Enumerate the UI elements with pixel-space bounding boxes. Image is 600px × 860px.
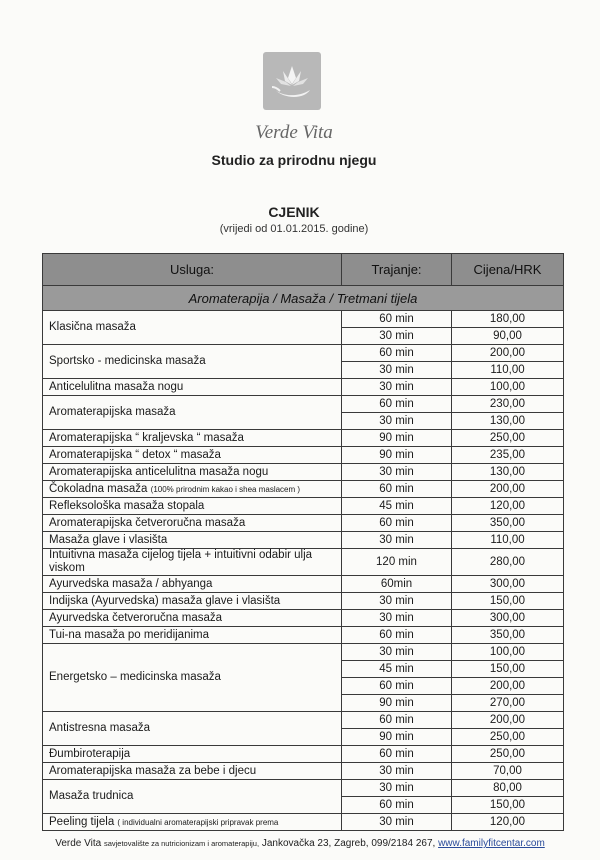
duration-cell: 90 min: [342, 695, 452, 712]
service-label: Masaža glave i vlasišta: [49, 533, 168, 546]
service-name: [43, 593, 342, 610]
table-row: [43, 549, 564, 576]
service-label: Refleksološka masaža stopala: [49, 499, 205, 512]
duration-cell: 60 min: [342, 746, 452, 763]
duration-cell: 30 min: [342, 593, 452, 610]
price-table: [42, 253, 564, 831]
table-row: [43, 515, 564, 532]
service-name: [43, 763, 342, 780]
table-row: [43, 481, 564, 498]
price-cell: 120,00: [452, 814, 564, 831]
service-name: [43, 515, 342, 532]
price-cell: 350,00: [452, 627, 564, 644]
footer-description: savjetovalište za nutricionizam i aromaterapiju,: [103, 839, 260, 848]
duration-cell: 60 min: [342, 678, 452, 695]
price-cell: 250,00: [452, 746, 564, 763]
service-label: Klasična masaža: [49, 321, 136, 333]
price-cell: 280,00: [452, 549, 564, 576]
duration-cell: 45 min: [342, 498, 452, 515]
service-note: ( individualni aromaterapijski pripravak prema: [117, 817, 279, 827]
duration-cell: 30 min: [342, 328, 452, 345]
duration-cell: 30 min: [342, 362, 452, 379]
service-label: Ayurvedska četveroručna masaža: [49, 611, 223, 624]
header-service: Usluga:: [43, 254, 342, 286]
price-cell: 80,00: [452, 780, 564, 797]
price-cell: 230,00: [452, 396, 564, 413]
duration-cell: 60 min: [342, 345, 452, 362]
service-name: [43, 481, 342, 498]
price-cell: 200,00: [452, 678, 564, 695]
service-label: Masaža trudnica: [49, 790, 134, 802]
table-row: [43, 345, 564, 362]
table-row: [43, 610, 564, 627]
logo: [263, 52, 321, 110]
table-row: [43, 712, 564, 729]
table-row: [43, 763, 564, 780]
table-row: [43, 532, 564, 549]
footer-website-link[interactable]: www.familyfitcentar.com: [438, 838, 545, 849]
service-label: Indijska (Ayurvedska) masaža glave i vlasišta: [49, 594, 281, 607]
duration-cell: 30 min: [342, 644, 452, 661]
section-title: Aromaterapija / Masaža / Tretmani tijela: [43, 286, 564, 311]
table-row: [43, 593, 564, 610]
price-cell: 235,00: [452, 447, 564, 464]
footer: [0, 838, 600, 849]
price-cell: 250,00: [452, 729, 564, 746]
service-name: [43, 464, 342, 481]
table-row: [43, 379, 564, 396]
table-row: [43, 746, 564, 763]
price-cell: 150,00: [452, 661, 564, 678]
service-name: [43, 644, 342, 712]
price-cell: 350,00: [452, 515, 564, 532]
table-row: [43, 430, 564, 447]
duration-cell: 30 min: [342, 763, 452, 780]
section-row: [43, 286, 564, 311]
price-cell: 270,00: [452, 695, 564, 712]
price-cell: 100,00: [452, 644, 564, 661]
lotus-hand-icon: [263, 52, 321, 110]
service-name: [43, 627, 342, 644]
price-cell: 70,00: [452, 763, 564, 780]
price-cell: 150,00: [452, 797, 564, 814]
duration-cell: 30 min: [342, 610, 452, 627]
duration-cell: 90 min: [342, 447, 452, 464]
service-name: [43, 610, 342, 627]
service-name: [43, 396, 342, 430]
header-duration: Trajanje:: [342, 254, 452, 286]
service-name: [43, 746, 342, 763]
table-row: [43, 498, 564, 515]
duration-cell: 90 min: [342, 729, 452, 746]
table-row: [43, 464, 564, 481]
footer-brand: Verde Vita: [55, 838, 102, 849]
service-label: Čokoladna masaža: [49, 482, 148, 495]
table-row: [43, 396, 564, 413]
duration-cell: 90 min: [342, 430, 452, 447]
table-row: [43, 627, 564, 644]
service-name: [43, 498, 342, 515]
duration-cell: 120 min: [342, 549, 452, 576]
price-cell: 120,00: [452, 498, 564, 515]
service-name: [43, 430, 342, 447]
page-title: CJENIK: [268, 204, 320, 220]
table-row: [43, 311, 564, 328]
service-name: [43, 379, 342, 396]
service-label: Tui-na masaža po meridijanima: [49, 628, 210, 641]
service-label: Antistresna masaža: [49, 722, 150, 734]
service-label: Aromaterapijska masaža: [49, 406, 176, 418]
duration-cell: 60 min: [342, 481, 452, 498]
table-header-row: [43, 254, 564, 286]
duration-cell: 30 min: [342, 379, 452, 396]
validity-note: (vrijedi od 01.01.2015. godine): [219, 223, 369, 235]
duration-cell: 45 min: [342, 661, 452, 678]
duration-cell: 30 min: [342, 413, 452, 430]
duration-cell: 60 min: [342, 396, 452, 413]
header-price: Cijena/HRK: [452, 254, 564, 286]
duration-cell: 30 min: [342, 464, 452, 481]
price-cell: 200,00: [452, 345, 564, 362]
service-name: [43, 814, 342, 831]
service-label: Aromaterapijska “ detox “ masaža: [49, 448, 221, 461]
table-row: [43, 780, 564, 797]
duration-cell: 60 min: [342, 311, 452, 328]
duration-cell: 30 min: [342, 814, 452, 831]
duration-cell: 60 min: [342, 797, 452, 814]
price-cell: 150,00: [452, 593, 564, 610]
brand-name: Verde Vita: [255, 122, 333, 143]
service-name: [43, 576, 342, 593]
service-label: Energetsko – medicinska masaža: [49, 671, 221, 683]
table-row: [43, 447, 564, 464]
service-name: [43, 345, 342, 379]
duration-cell: 60 min: [342, 712, 452, 729]
footer-address: Jankovačka 23, Zagreb, 099/2184 267,: [261, 838, 436, 849]
service-label: Aromaterapijska četveroručna masaža: [49, 516, 246, 529]
duration-cell: 60 min: [342, 627, 452, 644]
service-label: Intuitivna masaža cijelog tijela + intuitivni odabir ulja viskom: [49, 549, 313, 574]
price-cell: 130,00: [452, 413, 564, 430]
service-name: [43, 532, 342, 549]
service-note: (100% prirodnim kakao i shea maslacem ): [150, 484, 301, 494]
price-cell: 300,00: [452, 610, 564, 627]
price-cell: 110,00: [452, 362, 564, 379]
duration-cell: 60 min: [342, 515, 452, 532]
table-row: [43, 644, 564, 661]
service-label: Sportsko - medicinska masaža: [49, 355, 206, 367]
service-name: [43, 549, 342, 576]
service-label: Aromaterapijska masaža za bebe i djecu: [49, 764, 257, 777]
service-label: Aromaterapijska anticelulitna masaža nogu: [49, 465, 269, 478]
price-cell: 200,00: [452, 481, 564, 498]
price-cell: 110,00: [452, 532, 564, 549]
price-cell: 130,00: [452, 464, 564, 481]
price-cell: 300,00: [452, 576, 564, 593]
service-name: [43, 780, 342, 814]
service-label: Đumbiroterapija: [49, 747, 131, 760]
service-label: Aromaterapijska “ kraljevska “ masaža: [49, 431, 244, 444]
duration-cell: 30 min: [342, 780, 452, 797]
price-cell: 200,00: [452, 712, 564, 729]
duration-cell: 60min: [342, 576, 452, 593]
table-row: [43, 814, 564, 831]
price-table-body: [43, 286, 564, 831]
page-subtitle: Studio za prirodnu njegu: [211, 152, 377, 168]
service-name: [43, 311, 342, 345]
service-label: Anticelulitna masaža nogu: [49, 380, 184, 393]
duration-cell: 30 min: [342, 532, 452, 549]
service-name: [43, 712, 342, 746]
service-label: Peeling tijela: [49, 815, 115, 828]
service-label: Ayurvedska masaža / abhyanga: [49, 577, 213, 590]
table-row: [43, 576, 564, 593]
price-cell: 90,00: [452, 328, 564, 345]
price-cell: 250,00: [452, 430, 564, 447]
service-name: [43, 447, 342, 464]
price-cell: 180,00: [452, 311, 564, 328]
price-cell: 100,00: [452, 379, 564, 396]
